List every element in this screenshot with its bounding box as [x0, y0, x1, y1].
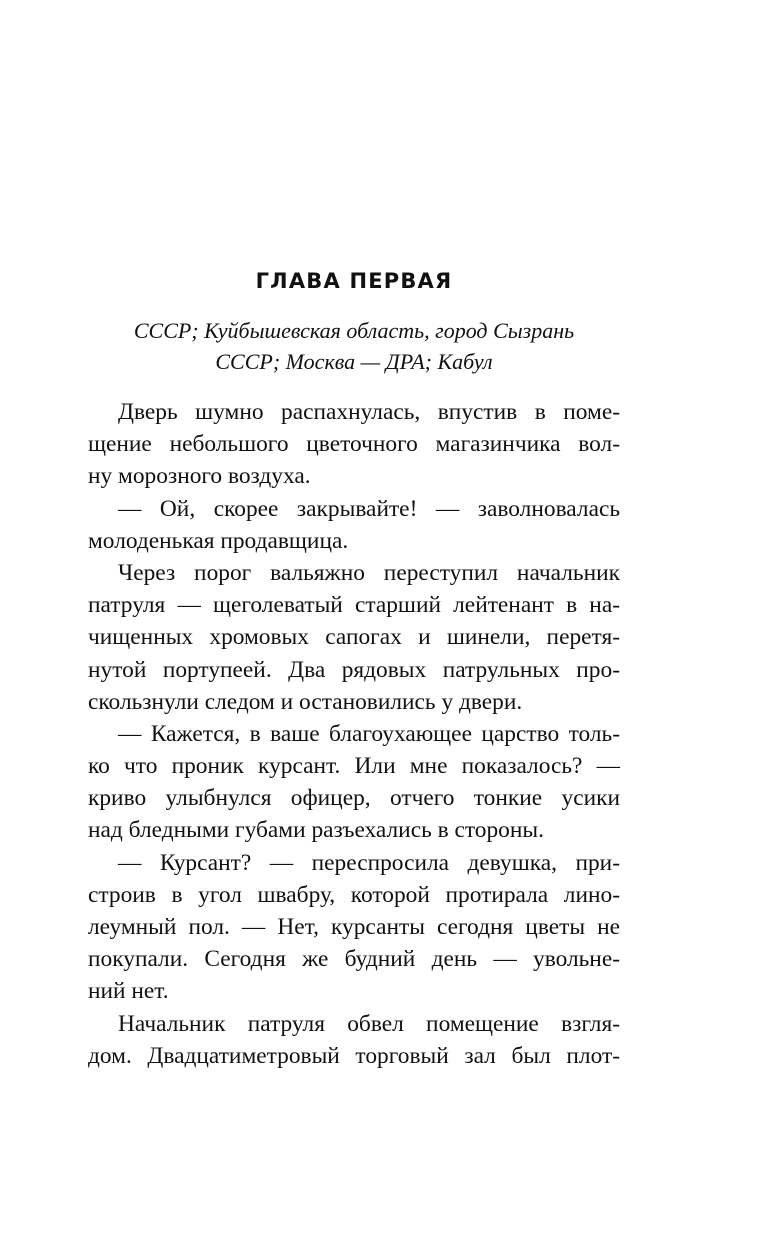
- chapter-title: ГЛАВА ПЕРВАЯ: [255, 269, 453, 293]
- chapter-body: [88, 396, 620, 1072]
- text-line: ну морозного воздуха.: [88, 463, 311, 490]
- text-line: чищенных хромовых сапогах и шинели, перетя-: [88, 624, 620, 651]
- epigraph-line: СССР; Москва — ДРА; Кабул: [215, 349, 493, 374]
- text-line: строив в угол швабру, которой протирала лино-: [88, 881, 620, 908]
- text-line: дом. Двадцатиметровый торговый зал был плот-: [88, 1042, 620, 1069]
- text-line: Начальник патруля обвел помещение взгля-: [118, 1010, 620, 1037]
- text-line: ний нет.: [88, 978, 169, 1005]
- text-line: леумный пол. — Нет, курсанты сегодня цветы не: [88, 914, 620, 940]
- text-line: — Ой, скорее закрывайте! — заволновалась: [118, 495, 620, 522]
- epigraph-line: СССР; Куйбышевская область, город Сызрань: [133, 318, 575, 343]
- text-line: скользнули следом и остановились у двери.: [88, 688, 523, 715]
- text-line: — Кажется, в ваше благоухающее царство толь-: [118, 720, 620, 747]
- text-line: над бледными губами разъехались в стороны.: [88, 817, 544, 844]
- text-line: щение небольшого цветочного магазинчика вол-: [88, 431, 620, 458]
- text-line: патруля — щеголеватый старший лейтенант в на-: [88, 592, 620, 619]
- text-line: нутой портупеей. Два рядовых патрульных про-: [88, 656, 620, 683]
- text-line: ко что проник курсант. Или мне показалось? —: [88, 753, 620, 780]
- text-line: покупали. Сегодня же будний день — увольне-: [88, 946, 620, 973]
- text-line: — Курсант? — переспросила девушка, при-: [118, 849, 620, 876]
- text-line: Дверь шумно распахнулась, впустив в поме-: [118, 399, 620, 425]
- text-line: Через порог вальяжно переступил начальник: [118, 559, 620, 586]
- chapter-epigraph: [88, 315, 620, 377]
- text-line: криво улыбнулся офицер, отчего тонкие усики: [88, 785, 620, 812]
- text-line: молоденькая продавщица.: [88, 527, 349, 554]
